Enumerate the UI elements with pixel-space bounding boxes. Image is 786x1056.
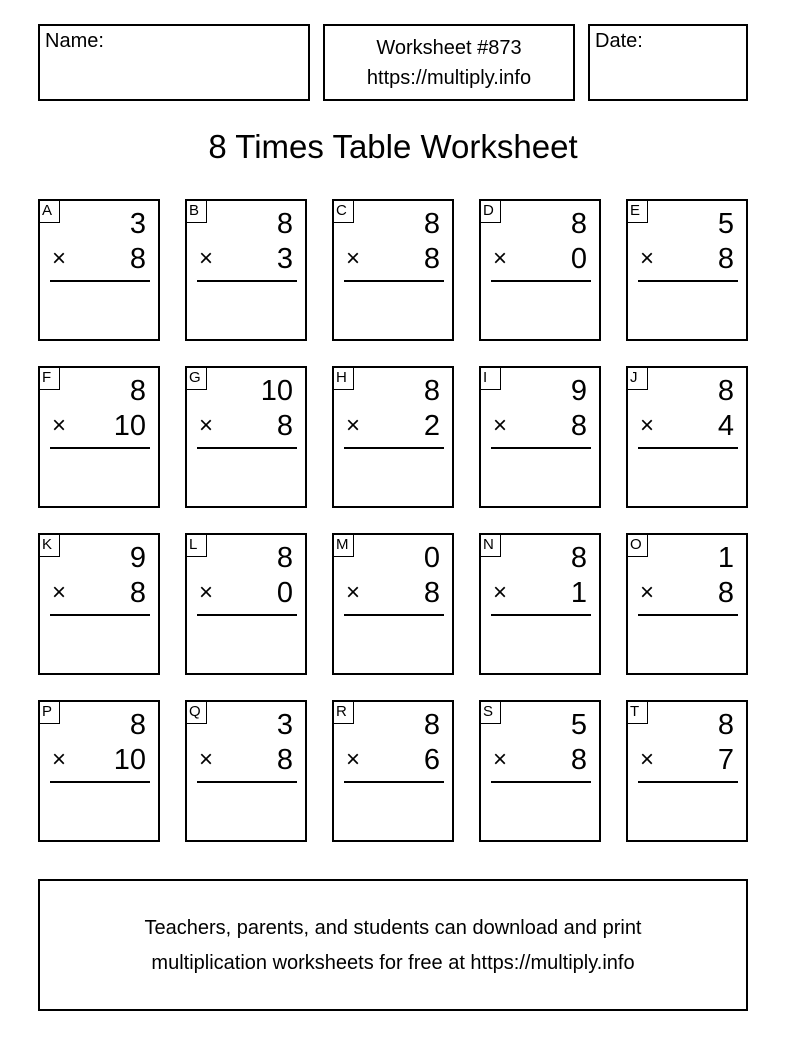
problem-c[interactable] — [332, 199, 454, 341]
problem-q[interactable] — [185, 700, 307, 842]
multiplicand: 9 — [570, 375, 587, 407]
problem-letter: M — [334, 535, 354, 557]
problem-letter: P — [40, 702, 60, 724]
multiplicand: 8 — [423, 709, 440, 741]
multiplicand: 10 — [260, 375, 293, 407]
problem-letter: N — [481, 535, 501, 557]
page-title: 8 Times Table Worksheet — [208, 128, 578, 165]
answer-line — [50, 447, 150, 449]
answer-line — [50, 781, 150, 783]
footer-note — [38, 879, 748, 1011]
problem-letter: J — [628, 368, 648, 390]
times-sign: × — [52, 412, 67, 439]
times-sign: × — [199, 579, 214, 606]
name-label: Name: — [45, 30, 104, 52]
multiplicand: 3 — [129, 208, 146, 240]
multiplier: 8 — [570, 410, 587, 442]
times-sign: × — [52, 746, 67, 773]
multiplier: 8 — [423, 243, 440, 275]
problem-letter: F — [40, 368, 60, 390]
problem-h[interactable] — [332, 366, 454, 508]
problem-j[interactable] — [626, 366, 748, 508]
times-sign: × — [640, 245, 655, 272]
times-sign: × — [493, 412, 508, 439]
multiplicand: 1 — [717, 542, 734, 574]
multiplier: 7 — [717, 744, 734, 776]
multiplicand: 0 — [423, 542, 440, 574]
problem-m[interactable] — [332, 533, 454, 675]
multiplicand: 8 — [423, 375, 440, 407]
multiplier: 8 — [423, 577, 440, 609]
multiplier: 3 — [276, 243, 293, 275]
answer-line — [197, 447, 297, 449]
multiplicand: 8 — [423, 208, 440, 240]
problem-a[interactable] — [38, 199, 160, 341]
problem-letter: Q — [187, 702, 207, 724]
multiplier: 8 — [129, 577, 146, 609]
times-sign: × — [199, 245, 214, 272]
problem-e[interactable] — [626, 199, 748, 341]
name-field[interactable] — [38, 24, 310, 101]
problem-letter: T — [628, 702, 648, 724]
multiplier: 0 — [570, 243, 587, 275]
problem-n[interactable] — [479, 533, 601, 675]
multiplicand: 8 — [276, 208, 293, 240]
multiplicand: 8 — [717, 375, 734, 407]
multiplier: 6 — [423, 744, 440, 776]
answer-line — [344, 614, 444, 616]
answer-line — [344, 781, 444, 783]
answer-line — [50, 280, 150, 282]
times-sign: × — [640, 412, 655, 439]
problem-letter: A — [40, 201, 60, 223]
problem-b[interactable] — [185, 199, 307, 341]
problem-g[interactable] — [185, 366, 307, 508]
answer-line — [344, 447, 444, 449]
multiplier: 10 — [113, 744, 146, 776]
multiplier: 8 — [570, 744, 587, 776]
problem-letter: H — [334, 368, 354, 390]
multiplicand: 5 — [717, 208, 734, 240]
answer-line — [638, 614, 738, 616]
times-sign: × — [346, 245, 361, 272]
multiplier: 4 — [717, 410, 734, 442]
problem-l[interactable] — [185, 533, 307, 675]
problem-d[interactable] — [479, 199, 601, 341]
multiplicand: 8 — [570, 208, 587, 240]
problem-t[interactable] — [626, 700, 748, 842]
answer-line — [197, 781, 297, 783]
date-field[interactable] — [588, 24, 748, 101]
times-sign: × — [199, 746, 214, 773]
times-sign: × — [346, 412, 361, 439]
times-sign: × — [493, 245, 508, 272]
multiplier: 8 — [276, 410, 293, 442]
answer-line — [491, 280, 591, 282]
problem-letter: D — [481, 201, 501, 223]
times-sign: × — [640, 746, 655, 773]
times-sign: × — [52, 579, 67, 606]
answer-line — [491, 614, 591, 616]
multiplicand: 5 — [570, 709, 587, 741]
problem-letter: I — [481, 368, 501, 390]
answer-line — [197, 280, 297, 282]
times-sign: × — [346, 746, 361, 773]
problem-k[interactable] — [38, 533, 160, 675]
problem-p[interactable] — [38, 700, 160, 842]
times-sign: × — [52, 245, 67, 272]
problem-f[interactable] — [38, 366, 160, 508]
problem-letter: O — [628, 535, 648, 557]
problem-letter: B — [187, 201, 207, 223]
problem-letter: C — [334, 201, 354, 223]
answer-line — [491, 781, 591, 783]
problem-i[interactable] — [479, 366, 601, 508]
answer-line — [638, 280, 738, 282]
problem-s[interactable] — [479, 700, 601, 842]
answer-line — [197, 614, 297, 616]
problem-letter: R — [334, 702, 354, 724]
problem-r[interactable] — [332, 700, 454, 842]
worksheet-info-box — [323, 24, 575, 101]
multiplier: 0 — [276, 577, 293, 609]
multiplicand: 9 — [129, 542, 146, 574]
site-url: https://multiply.info — [366, 67, 532, 89]
answer-line — [638, 447, 738, 449]
footer-line-2: multiplication worksheets for free at https://multiply.info — [151, 952, 635, 974]
times-sign: × — [493, 579, 508, 606]
answer-line — [491, 447, 591, 449]
problem-o[interactable] — [626, 533, 748, 675]
problem-letter: G — [187, 368, 207, 390]
multiplicand: 3 — [276, 709, 293, 741]
multiplicand: 8 — [129, 709, 146, 741]
multiplicand: 8 — [129, 375, 146, 407]
multiplier: 8 — [276, 744, 293, 776]
problem-letter: L — [187, 535, 207, 557]
times-sign: × — [199, 412, 214, 439]
multiplier: 10 — [113, 410, 146, 442]
multiplier: 1 — [570, 577, 587, 609]
date-label: Date: — [595, 30, 643, 52]
multiplier: 8 — [129, 243, 146, 275]
multiplicand: 8 — [717, 709, 734, 741]
problem-letter: K — [40, 535, 60, 557]
times-sign: × — [346, 579, 361, 606]
multiplier: 8 — [717, 577, 734, 609]
problem-letter: E — [628, 201, 648, 223]
answer-line — [344, 280, 444, 282]
footer-line-1: Teachers, parents, and students can download and print — [144, 917, 642, 939]
multiplier: 8 — [717, 243, 734, 275]
multiplicand: 8 — [276, 542, 293, 574]
answer-line — [50, 614, 150, 616]
multiplicand: 8 — [570, 542, 587, 574]
times-sign: × — [493, 746, 508, 773]
times-sign: × — [640, 579, 655, 606]
worksheet-id: Worksheet #873 — [376, 37, 522, 59]
problem-letter: S — [481, 702, 501, 724]
multiplier: 2 — [423, 410, 440, 442]
answer-line — [638, 781, 738, 783]
